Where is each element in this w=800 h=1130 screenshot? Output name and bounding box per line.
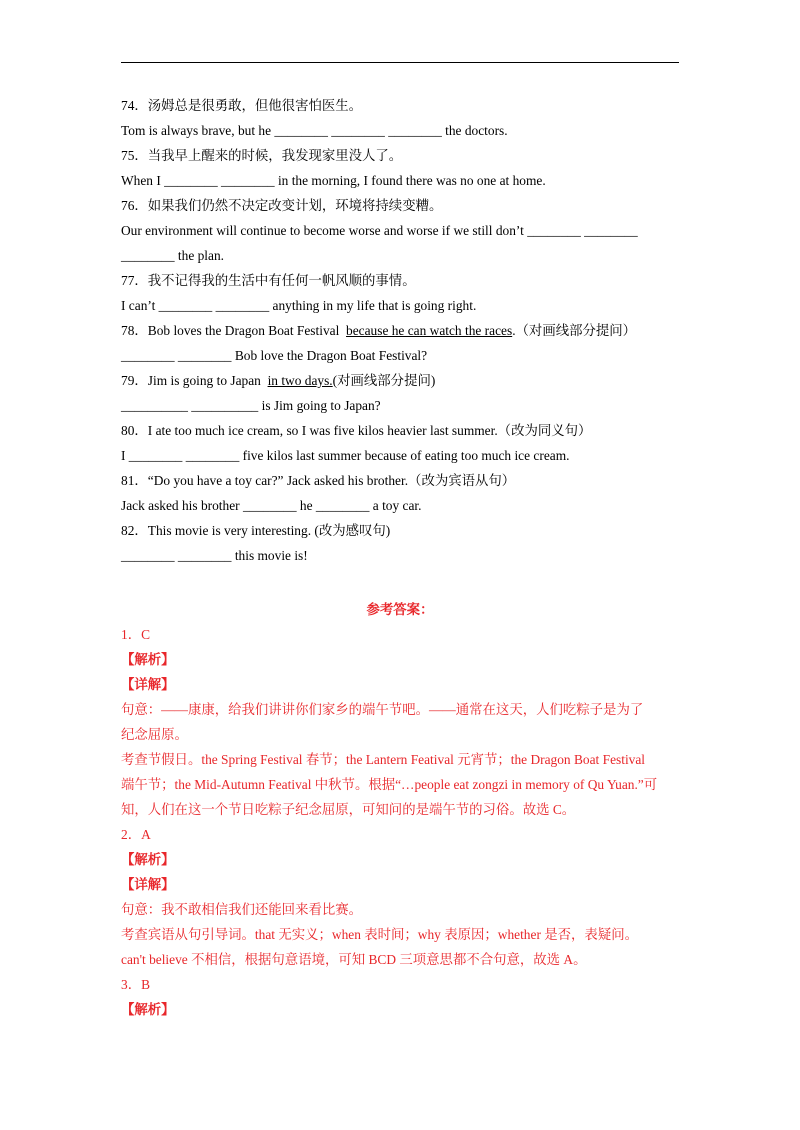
- answer-2-number: 2．A: [121, 827, 151, 842]
- question-78: [121, 318, 681, 343]
- question-75-cn: 75．当我早上醒来的时候，我发现家里没人了。: [121, 148, 403, 163]
- question-82-en: ________ ________ this movie is!: [121, 548, 308, 563]
- question-74-cn: 74．汤姆总是很勇敢，但他很害怕医生。: [121, 98, 363, 113]
- answer-1-detail-tag: 【详解】: [121, 677, 175, 692]
- question-77-en: I can’t ________ ________ anything in my life that is going right.: [121, 298, 477, 313]
- answer-1-analysis-tag: 【解析】: [121, 652, 175, 667]
- answer-1-line: 句意：——康康，给我们讲讲你们家乡的端午节吧。——通常在这天，人们吃粽子是为了: [121, 702, 644, 717]
- question-78-prefix: 78．Bob loves the Dragon Boat Festival: [121, 323, 347, 338]
- document-body: [121, 93, 681, 1022]
- answer-2-analysis-tag: 【解析】: [121, 852, 175, 867]
- question-76-en-line1: Our environment will continue to become worse and worse if we still don’t ________ ________: [121, 223, 638, 238]
- question-78-en: ________ ________ Bob love the Dragon Boat Festival?: [121, 348, 428, 363]
- question-78-underlined: because he can watch the races: [346, 323, 513, 338]
- answer-2-line: can't believe 不相信，根据句意语境，可知 BCD 三项意思都不合句意，故选 A。: [121, 952, 587, 967]
- question-81: 81．“Do you have a toy car?” Jack asked his brother.（改为宾语从句）: [121, 473, 516, 488]
- header-rule: [121, 62, 679, 63]
- answer-1-line: 知，人们在这一个节日吃粽子纪念屈原，可知问的是端午节的习俗。故选 C。: [121, 802, 576, 817]
- question-76-cn: 76．如果我们仍然不决定改变计划，环境将持续变糟。: [121, 198, 443, 213]
- question-82: 82．This movie is very interesting. (改为感叹句): [121, 523, 391, 538]
- question-80-en: I ________ ________ five kilos last summer because of eating too much ice cream.: [121, 448, 570, 463]
- answer-1-number: 1．C: [121, 627, 151, 642]
- question-75-en: When I ________ ________ in the morning, I found there was no one at home.: [121, 173, 546, 188]
- answer-1-line: 考查节假日。the Spring Festival 春节；the Lantern Featival 元宵节；the Dragon Boat Festival: [121, 752, 646, 767]
- question-79-prefix: 79．Jim is going to Japan: [121, 373, 268, 388]
- answer-2-line: 句意：我不敢相信我们还能回来看比赛。: [121, 902, 363, 917]
- question-81-en: Jack asked his brother ________ he ________ a toy car.: [121, 498, 422, 513]
- question-74-en: Tom is always brave, but he ________ ________ ________ the doctors.: [121, 123, 508, 138]
- answer-2-line: 考查宾语从句引导词。that 无实义；when 表时间；why 表原因；whether 是否，表疑问。: [121, 927, 638, 942]
- question-78-suffix: .（对画线部分提问）: [512, 323, 637, 338]
- answer-1-line: 纪念屈原。: [121, 727, 188, 742]
- question-76-en-line2: ________ the plan.: [121, 248, 225, 263]
- question-80: 80．I ate too much ice cream, so I was five kilos heavier last summer.（改为同义句）: [121, 423, 592, 438]
- answer-3-number: 3．B: [121, 977, 151, 992]
- answer-2-detail-tag: 【详解】: [121, 877, 175, 892]
- question-79-en: __________ __________ is Jim going to Japan?: [121, 398, 381, 413]
- answer-1-line: 端午节；the Mid-Autumn Featival 中秋节。根据“…people eat zongzi in memory of Qu Yuan.”可: [121, 777, 658, 792]
- question-77-cn: 77．我不记得我的生活中有任何一帆风顺的事情。: [121, 273, 416, 288]
- question-79-underlined: in two days.: [267, 373, 333, 388]
- answer-3-analysis-tag: 【解析】: [121, 1002, 175, 1017]
- question-79-suffix: (对画线部分提问): [332, 373, 436, 388]
- answers-title: 参考答案：: [366, 602, 434, 617]
- question-79: [121, 368, 681, 393]
